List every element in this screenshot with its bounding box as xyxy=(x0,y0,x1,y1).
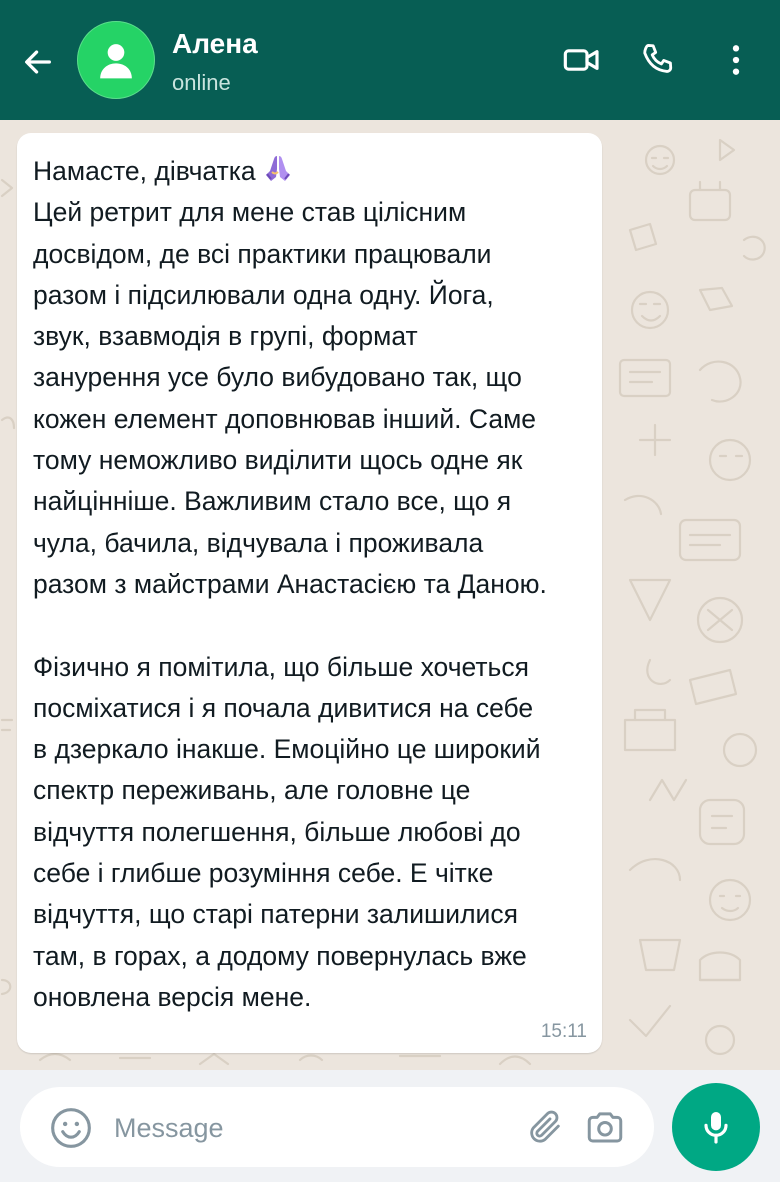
composer-bar xyxy=(0,1070,780,1182)
more-vertical-icon xyxy=(716,40,756,80)
message-line: разом з майстрами Анастасією та Даною. xyxy=(33,568,547,599)
message-timestamp: 15:11 xyxy=(540,1021,587,1042)
back-button[interactable] xyxy=(14,38,62,86)
phone-icon xyxy=(640,41,678,79)
camera-icon xyxy=(584,1106,626,1148)
message-line: Фізично я помітила, що більше хочеться xyxy=(33,651,529,682)
message-line: найцінніше. Важливим стало все, що я xyxy=(33,486,512,517)
message-line: чула, бачила, відчувала і проживала xyxy=(33,527,484,558)
contact-avatar[interactable] xyxy=(77,21,155,99)
emoji-button[interactable] xyxy=(48,1105,94,1151)
contact-name[interactable]: Алена xyxy=(172,28,258,59)
message-text xyxy=(33,151,593,1018)
more-options-button[interactable] xyxy=(712,36,760,84)
message-line: тому неможливо виділити щось одне як xyxy=(33,445,523,476)
paperclip-icon xyxy=(525,1107,565,1147)
folded-hands-icon xyxy=(262,152,294,196)
message-line: відчуття полегшення, більше любові до xyxy=(33,816,521,847)
message-line: посміхатися і я почала дивитися на себе xyxy=(33,692,534,723)
message-line: оновлена версія мене. xyxy=(33,981,312,1012)
message-input[interactable] xyxy=(112,1103,496,1153)
message-input-container xyxy=(20,1087,654,1167)
message-line: спектр переживань, але головне це xyxy=(33,775,471,806)
message-line: Цей ретрит для мене став цілісним xyxy=(33,197,467,228)
message-line xyxy=(33,151,593,192)
voice-call-button[interactable] xyxy=(635,36,683,84)
message-line: досвідом, де всі практики працювали xyxy=(33,238,492,269)
message-line: там, в горах, а додому повернулась вже xyxy=(33,940,527,971)
contact-status: online xyxy=(172,70,231,95)
attach-button[interactable] xyxy=(522,1104,568,1150)
person-icon xyxy=(96,40,136,80)
incoming-message-bubble[interactable] xyxy=(17,133,602,1053)
camera-button[interactable] xyxy=(582,1104,628,1150)
message-line: в дзеркало інакше. Емоційно це широкий xyxy=(33,734,541,765)
arrow-left-icon xyxy=(21,45,55,79)
microphone-icon xyxy=(696,1107,736,1147)
voice-message-button[interactable] xyxy=(672,1083,760,1171)
chat-header xyxy=(0,0,780,120)
video-camera-icon xyxy=(562,40,602,80)
video-call-button[interactable] xyxy=(558,36,606,84)
message-line: звук, взавмодія в групі, формат xyxy=(33,321,418,352)
message-line: відчуття, що старі патерни залишилися xyxy=(33,899,518,930)
chat-area[interactable] xyxy=(0,120,780,1070)
message-line: занурення усе було вибудовано так, що xyxy=(33,362,522,393)
message-line: разом і підсилювали одна одну. Йога, xyxy=(33,279,494,310)
message-line: кожен елемент доповнював інший. Саме xyxy=(33,403,537,434)
message-line-text: Намасте, дівчатка xyxy=(33,156,256,186)
smiley-icon xyxy=(49,1106,93,1150)
message-line xyxy=(33,605,593,646)
message-line: себе і глибше розуміння себе. Е чітке xyxy=(33,858,494,889)
